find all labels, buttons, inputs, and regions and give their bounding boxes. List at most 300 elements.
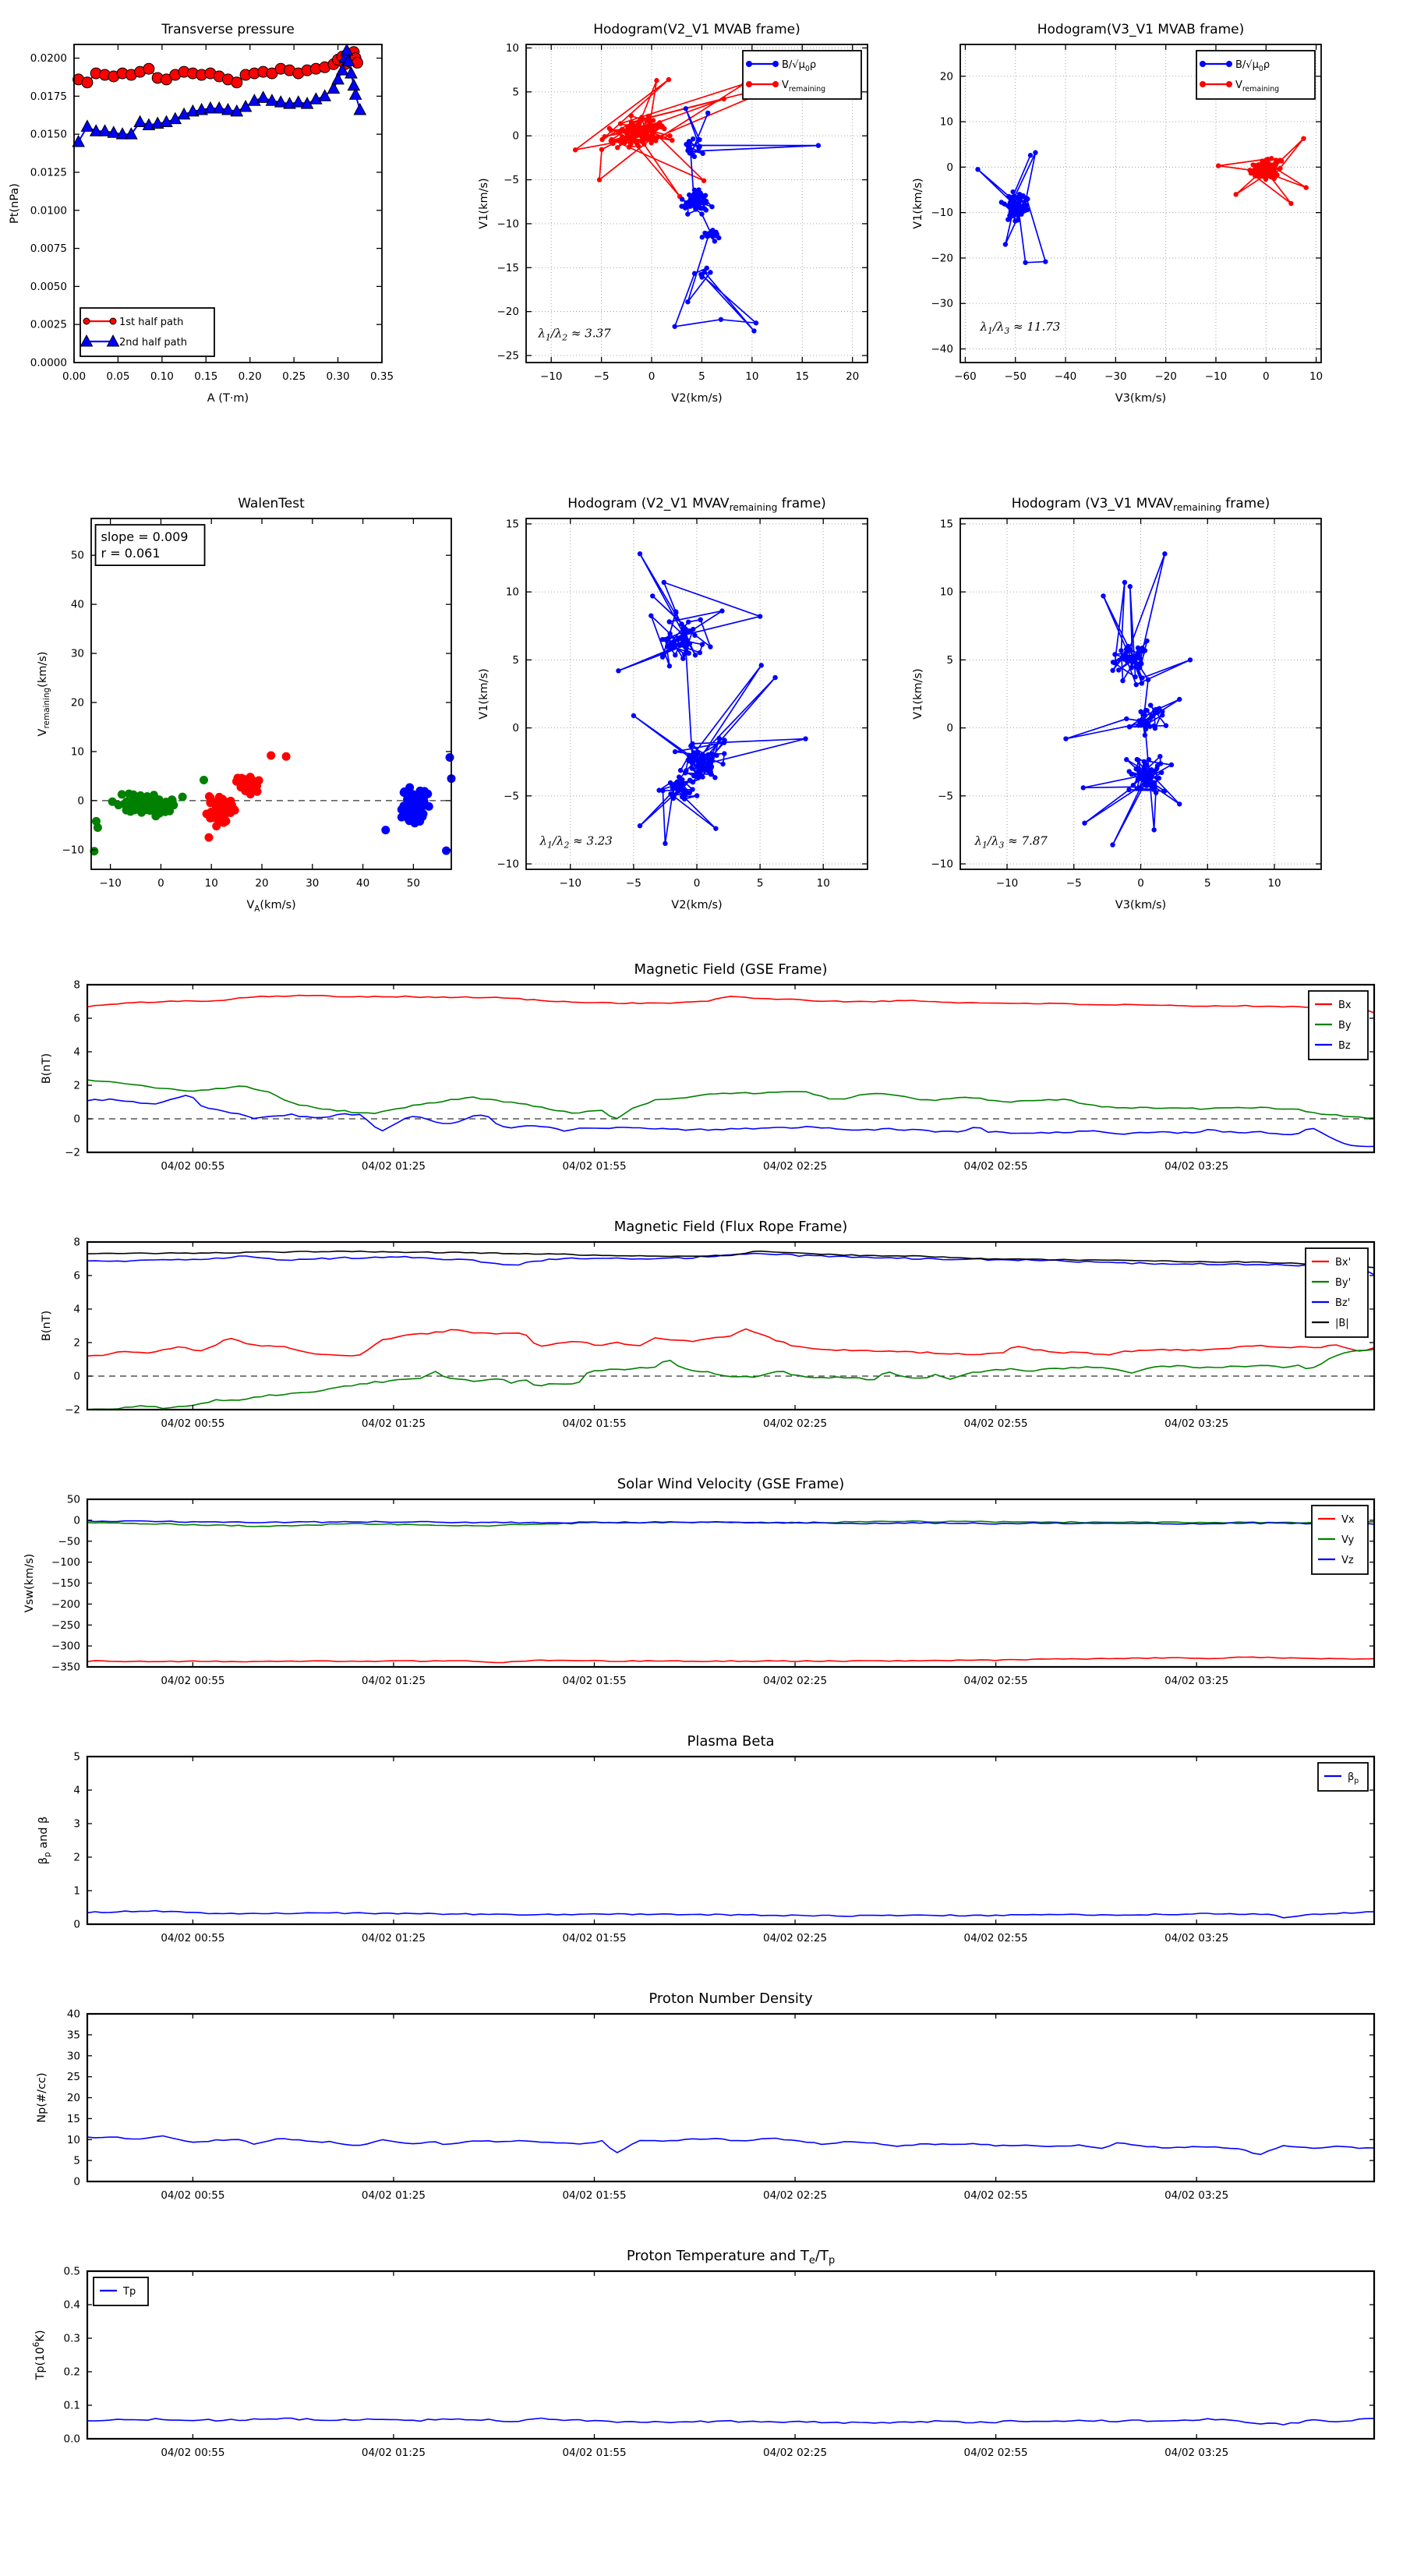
marker-dot: [759, 663, 764, 667]
panel-proton-number-density: [36, 1990, 1374, 2202]
marker-dot: [631, 136, 635, 141]
panel-transverse-pressure: [9, 22, 394, 405]
legend-label: $V_{remaining}$: [1235, 80, 1280, 94]
y-tick-label: 15: [66, 2112, 80, 2125]
marker-dot: [710, 228, 715, 232]
marker-dot: [680, 196, 684, 201]
marker-dot: [408, 798, 417, 807]
x-tick-label: 04/02 01:25: [361, 1417, 426, 1430]
marker-dot: [1002, 201, 1006, 206]
marker-dot: [662, 580, 666, 585]
x-axis-label: V3(km/s): [1115, 899, 1167, 911]
x-axis-label: V2(km/s): [671, 899, 723, 911]
legend: [1196, 51, 1315, 99]
marker-dot: [691, 756, 696, 761]
y-tick-label: 0.0100: [30, 204, 67, 218]
marker-dot: [667, 619, 672, 624]
marker-dot: [693, 207, 698, 211]
x-tick-label: 04/02 03:25: [1164, 1932, 1229, 1944]
marker-dot: [663, 841, 667, 846]
marker-dot: [667, 663, 672, 668]
x-tick-label: 04/02 01:55: [562, 2447, 627, 2459]
y-tick-label: 0.0175: [30, 90, 67, 103]
marker-dot: [1142, 712, 1147, 717]
x-tick-label: 04/02 01:55: [562, 1932, 627, 1944]
x-tick-label: 04/02 00:55: [161, 2447, 225, 2459]
marker-dot: [816, 143, 821, 147]
x-tick-label: 04/02 00:55: [161, 1932, 225, 1944]
marker-dot: [722, 740, 726, 745]
marker-dot: [656, 787, 661, 792]
marker-dot: [1157, 754, 1162, 759]
marker-dot: [1169, 763, 1174, 767]
marker-dot: [715, 232, 719, 236]
y-tick-label: −5: [938, 790, 953, 803]
y-tick-label: −5: [504, 174, 519, 187]
y-tick-label: 6: [73, 1269, 80, 1283]
x-tick-label: 0: [1137, 877, 1144, 890]
marker-dot: [1188, 657, 1193, 662]
marker-dot: [1003, 242, 1008, 246]
x-tick-label: −10: [539, 370, 563, 383]
y-tick-label: 0.4: [63, 2298, 80, 2312]
y-tick-label: 5: [73, 1750, 80, 1764]
y-tick-label: 50: [66, 1493, 80, 1506]
marker-dot: [694, 751, 699, 755]
y-tick-label: −20: [497, 306, 519, 319]
y-tick-label: 0: [73, 1370, 80, 1383]
y-tick-label: −5: [504, 790, 519, 803]
marker-dot: [1226, 61, 1232, 67]
marker-dot: [684, 649, 688, 653]
marker-dot: [700, 774, 705, 779]
legend: [1309, 991, 1368, 1060]
marker-dot: [248, 779, 256, 787]
y-tick-label: −30: [931, 297, 953, 310]
line-Bx: [87, 996, 1374, 1014]
marker-dot: [1010, 189, 1015, 194]
x-tick-label: 04/02 03:25: [1164, 2447, 1229, 2459]
x-tick-label: 04/02 03:25: [1164, 1675, 1229, 1687]
grid: [960, 518, 1321, 869]
marker-dot: [1177, 801, 1182, 806]
marker-dot: [400, 805, 408, 813]
marker-dot: [219, 816, 228, 824]
y-tick-label: 0.0050: [30, 280, 67, 293]
marker-dot: [629, 113, 634, 118]
marker-dot: [694, 793, 699, 798]
x-axis-label: A (T·m): [207, 392, 249, 405]
marker-dot: [746, 61, 752, 67]
x-tick-label: 10: [745, 370, 759, 383]
annotation-text: $\lambda_1/\lambda_3 \approx 11.73$: [980, 320, 1061, 337]
marker-dot: [665, 644, 670, 649]
marker-dot: [1144, 784, 1149, 788]
marker-dot: [228, 801, 236, 809]
marker-dot: [684, 106, 688, 111]
y-tick-label: 8: [73, 978, 80, 992]
grid: [526, 518, 868, 869]
legend-label: $B/√\mu_0\rho$: [1235, 59, 1270, 73]
marker-dot: [200, 776, 208, 784]
marker-dot: [1157, 776, 1161, 780]
series-Bz: [87, 1095, 1374, 1147]
marker-dot: [1258, 164, 1263, 168]
marker-dot: [1063, 736, 1068, 741]
marker-dot: [667, 632, 672, 636]
y-tick-label: 4: [73, 1303, 80, 1316]
marker-dot: [660, 637, 665, 642]
line-Bx-prime: [87, 1329, 1374, 1357]
x-tick-label: 20: [846, 370, 860, 383]
marker-dot: [1200, 61, 1206, 67]
x-tick-label: 40: [356, 877, 370, 890]
marker-dot: [618, 121, 623, 126]
x-tick-label: 04/02 01:25: [361, 1160, 426, 1173]
y-tick-label: 10: [939, 115, 953, 129]
y-tick-label: 4: [73, 1784, 80, 1797]
marker-dot: [1301, 136, 1306, 140]
legend-label: Vz: [1341, 1555, 1354, 1566]
marker-triangle: [348, 80, 359, 90]
y-tick-label: 10: [66, 2133, 80, 2146]
y-tick-label: 0: [73, 1113, 80, 1126]
marker-dot: [1162, 788, 1167, 793]
marker-dot: [1140, 681, 1144, 685]
x-axis-label: V2(km/s): [671, 392, 723, 405]
line-By-prime: [87, 1350, 1374, 1410]
marker-dot: [1017, 211, 1022, 216]
marker-dot: [697, 194, 702, 199]
marker-dot: [678, 768, 683, 773]
y-tick-label: 20: [66, 2092, 80, 2104]
marker-dot: [619, 140, 624, 144]
marker-dot: [1233, 192, 1238, 196]
x-tick-label: −10: [559, 877, 582, 890]
y-tick-label: 20: [70, 696, 84, 709]
legend-label: Vx: [1341, 1514, 1355, 1526]
marker-dot: [746, 81, 752, 87]
marker-dot: [1253, 163, 1257, 168]
marker-dot: [168, 796, 177, 805]
marker-dot: [142, 794, 150, 803]
x-tick-label: 04/02 02:55: [963, 1160, 1028, 1173]
panel-title-magnetic-field-flux-rope: Magnetic Field (Flux Rope Frame): [613, 1219, 848, 1235]
series-green-cluster: [90, 776, 208, 855]
marker-dot: [282, 752, 291, 761]
marker-dot: [1082, 820, 1087, 825]
series-v-remaining: [1216, 136, 1309, 206]
marker-dot: [1159, 770, 1164, 775]
legend-label: $B/√\mu_0\rho$: [782, 59, 817, 73]
marker-dot: [708, 760, 712, 765]
panel-hodogram-v3v1-mvab: [912, 22, 1323, 405]
legend: [80, 308, 214, 356]
marker-dot: [639, 115, 644, 119]
marker-dot: [679, 621, 684, 626]
marker-dot: [131, 798, 140, 807]
annotation-text: slope = 0.009: [101, 529, 189, 545]
y-tick-label: −250: [51, 1619, 80, 1632]
marker-dot: [1278, 157, 1282, 162]
marker-dot: [772, 675, 777, 680]
y-tick-label: 10: [70, 745, 84, 759]
marker-dot: [1136, 651, 1140, 656]
marker-circle: [83, 318, 90, 324]
annotation-0: [974, 834, 1048, 851]
marker-dot: [650, 126, 655, 131]
marker-triangle: [134, 116, 146, 127]
y-tick-label: −10: [931, 207, 953, 220]
y-tick-label: 0: [77, 794, 84, 808]
marker-dot: [1137, 665, 1142, 670]
y-tick-label: 10: [939, 586, 953, 599]
marker-dot: [708, 644, 712, 649]
marker-dot: [1012, 218, 1017, 223]
marker-dot: [603, 134, 607, 139]
y-tick-label: 0: [73, 1514, 80, 1527]
x-tick-label: 0: [157, 877, 164, 890]
x-tick-label: 04/02 01:25: [361, 2189, 426, 2202]
annotation-0: [979, 320, 1060, 336]
marker-dot: [607, 126, 612, 131]
axes: [62, 518, 452, 890]
marker-dot: [1144, 708, 1149, 713]
x-tick-label: 5: [698, 370, 705, 383]
series-b-alfven: [672, 106, 821, 334]
panel-solar-wind-velocity: [23, 1476, 1374, 1687]
y-tick-label: 5: [946, 653, 953, 667]
marker-dot: [1139, 775, 1143, 780]
x-tick-label: 04/02 01:25: [361, 1932, 426, 1944]
x-tick-label: 0: [693, 877, 701, 890]
x-tick-label: 30: [306, 877, 320, 890]
marker-dot: [1136, 758, 1140, 763]
panel-title-plasma-beta: Plasma Beta: [687, 1733, 775, 1750]
marker-dot: [673, 653, 677, 657]
line-Bz: [87, 1095, 1374, 1147]
marker-dot: [616, 668, 620, 673]
x-tick-label: 04/02 02:25: [762, 2189, 828, 2202]
y-axis-label: Pt(nPa): [9, 183, 21, 224]
panel-walen-test: [37, 496, 456, 914]
marker-dot: [629, 119, 634, 124]
x-axis-label: V3(km/s): [1115, 392, 1167, 405]
marker-dot: [666, 77, 671, 82]
marker-dot: [1147, 757, 1151, 762]
marker-dot: [1145, 776, 1150, 780]
marker-dot: [662, 126, 666, 131]
y-tick-label: −2: [65, 1146, 80, 1159]
marker-dot: [699, 211, 704, 216]
axes: [64, 2266, 1374, 2460]
marker-dot: [720, 762, 725, 766]
legend-label: $V_{remaining}$: [782, 80, 826, 94]
marker-dot: [416, 803, 425, 812]
marker-dot: [1200, 81, 1206, 87]
marker-dot: [1081, 785, 1086, 790]
y-tick-label: −10: [497, 858, 519, 871]
marker-dot: [685, 211, 690, 216]
x-tick-label: −10: [99, 877, 122, 890]
marker-circle: [352, 57, 362, 68]
panel-title-magnetic-field-gse: Magnetic Field (GSE Frame): [634, 961, 828, 978]
legend-label: Tp: [123, 2286, 136, 2298]
marker-dot: [1142, 766, 1147, 770]
legend: [94, 2277, 148, 2305]
x-tick-label: 20: [255, 877, 269, 890]
marker-dot: [239, 776, 247, 784]
annotation-0: [539, 834, 613, 851]
marker-dot: [599, 147, 604, 152]
marker-dot: [700, 642, 705, 646]
x-tick-label: 04/02 02:25: [762, 2447, 828, 2459]
x-tick-label: 04/02 02:55: [963, 2189, 1028, 2202]
y-tick-label: 0.5: [63, 2265, 80, 2278]
marker-dot: [1177, 697, 1182, 702]
x-tick-label: 10: [1309, 370, 1323, 383]
x-tick-label: 10: [204, 877, 218, 890]
y-tick-label: 0.3: [63, 2332, 80, 2345]
x-tick-label: 04/02 01:55: [562, 1160, 627, 1173]
axes: [65, 979, 1374, 1173]
marker-dot: [1142, 759, 1147, 764]
legend-label: $\beta_p$: [1348, 1771, 1359, 1785]
marker-triangle: [214, 102, 225, 113]
marker-dot: [722, 751, 726, 755]
marker-dot: [719, 317, 723, 322]
marker-dot: [1150, 787, 1155, 791]
y-axis-label: V1(km/s): [912, 178, 924, 229]
panel-title-walen-test: WalenTest: [238, 496, 305, 511]
x-tick-label: 0.00: [62, 370, 87, 383]
y-axis-label: V1(km/s): [478, 178, 490, 229]
marker-dot: [1005, 217, 1010, 221]
y-axis-label: Vsw(km/s): [23, 1553, 36, 1613]
y-axis-label: $\beta_p$ and β: [37, 1816, 52, 1865]
marker-dot: [1263, 161, 1267, 165]
marker-dot: [693, 199, 698, 203]
marker-dot: [1146, 678, 1150, 682]
axes: [73, 1751, 1374, 1945]
marker-dot: [668, 780, 673, 785]
x-tick-label: 0: [648, 370, 656, 383]
marker-dot: [1141, 649, 1146, 653]
x-tick-label: 04/02 02:55: [963, 1675, 1028, 1687]
y-tick-label: −25: [497, 349, 519, 363]
y-tick-label: 2: [73, 1336, 80, 1350]
marker-dot: [1288, 201, 1293, 206]
marker-circle: [110, 318, 116, 324]
y-tick-label: 4: [73, 1046, 80, 1059]
marker-dot: [684, 200, 689, 205]
marker-dot: [1151, 724, 1156, 728]
marker-dot: [691, 627, 695, 632]
x-tick-label: −50: [1004, 370, 1027, 383]
annotation-0: [96, 525, 205, 565]
y-tick-label: −300: [51, 1640, 80, 1653]
marker-dot: [420, 787, 429, 795]
marker-dot: [693, 653, 698, 657]
marker-dot: [1164, 724, 1168, 728]
marker-dot: [1126, 787, 1131, 792]
y-tick-label: 30: [66, 2050, 80, 2063]
marker-dot: [687, 641, 692, 646]
x-tick-label: 5: [756, 877, 764, 890]
x-tick-label: 0.35: [369, 370, 394, 383]
legend-label: Bz': [1335, 1297, 1351, 1309]
y-tick-label: 0.0150: [30, 128, 67, 141]
y-tick-label: 1: [73, 1884, 80, 1898]
x-tick-label: 04/02 02:25: [762, 1417, 828, 1430]
y-tick-label: −10: [62, 844, 84, 857]
legend-label: 2nd half path: [119, 337, 187, 349]
series-Bz-prime: [87, 1254, 1374, 1275]
marker-dot: [1155, 763, 1160, 768]
marker-dot: [1134, 661, 1139, 666]
marker-dot: [698, 650, 702, 655]
y-tick-label: 40: [66, 2008, 80, 2021]
marker-dot: [1119, 648, 1123, 653]
annotation-0: [537, 326, 611, 342]
marker-dot: [654, 78, 659, 83]
marker-dot: [690, 766, 694, 770]
marker-dot: [751, 328, 756, 333]
y-tick-label: 0.0000: [30, 356, 67, 370]
y-tick-label: 0: [73, 1918, 80, 1931]
series-beta-p: [87, 1911, 1374, 1918]
annotation-text: r = 0.061: [101, 546, 161, 561]
marker-dot: [609, 138, 613, 143]
marker-dot: [712, 775, 717, 780]
x-tick-label: 04/02 03:25: [1164, 1417, 1229, 1430]
panel-hodogram-v2v1-mvab: [478, 22, 868, 405]
y-tick-label: 3: [73, 1817, 80, 1831]
marker-dot: [1033, 150, 1037, 155]
marker-dot: [754, 320, 758, 325]
panel-title-solar-wind-velocity: Solar Wind Velocity (GSE Frame): [617, 1476, 845, 1492]
x-tick-label: −5: [593, 370, 610, 383]
legend: [1318, 1763, 1368, 1791]
marker-dot: [680, 777, 684, 782]
x-tick-label: 0.15: [194, 370, 218, 383]
y-tick-label: 15: [939, 518, 953, 531]
y-axis-label: B(nT): [41, 1310, 53, 1342]
marker-dot: [645, 128, 650, 133]
marker-circle: [231, 77, 242, 88]
y-tick-label: 0.0200: [30, 52, 67, 65]
marker-dot: [1018, 195, 1023, 200]
marker-dot: [1149, 713, 1154, 718]
marker-dot: [1124, 757, 1129, 762]
marker-dot: [687, 759, 691, 763]
marker-triangle: [292, 96, 304, 107]
marker-dot: [1134, 682, 1139, 687]
marker-triangle: [99, 125, 111, 136]
marker-dot: [120, 800, 129, 809]
marker-dot: [670, 138, 674, 143]
marker-dot: [1263, 177, 1268, 182]
marker-dot: [708, 270, 712, 274]
y-tick-label: 10: [505, 42, 519, 55]
y-axis-label: $Tp(10^6K)$: [32, 2330, 47, 2380]
y-tick-label: −20: [931, 252, 953, 265]
marker-dot: [714, 753, 719, 758]
x-tick-label: 04/02 01:25: [361, 1675, 426, 1687]
marker-dot: [709, 204, 714, 209]
marker-dot: [1120, 678, 1125, 683]
y-axis-label: V1(km/s): [912, 668, 924, 720]
